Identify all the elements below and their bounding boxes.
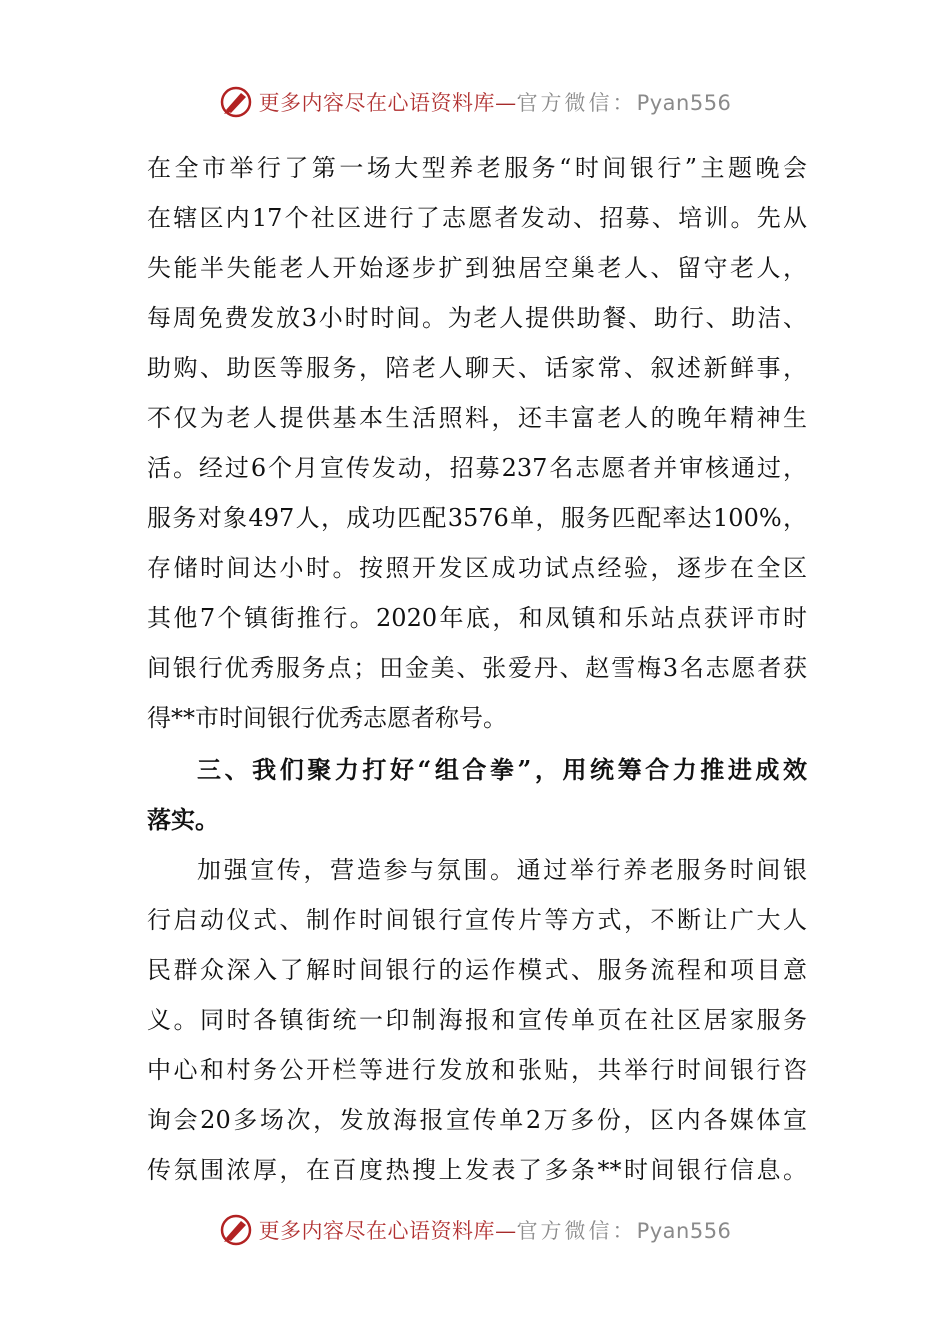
body-line: 每周免费发放3小时时间。为老人提供助餐、助行、助洁、 xyxy=(147,304,807,332)
body-line: 得**市时间银行优秀志愿者称号。 xyxy=(147,704,507,732)
watermark-site: 更多内容尽在心语资料库 xyxy=(258,1219,496,1243)
pen-nib-circle-icon xyxy=(219,85,253,119)
watermark-text xyxy=(259,1215,732,1245)
body-line: 活。经过6个月宣传发动，招募237名志愿者并审核通过， xyxy=(147,454,807,482)
watermark-banner-top xyxy=(0,80,950,124)
watermark-wechat-label: 官方微信： xyxy=(516,91,637,115)
body-line: 传氛围浓厚，在百度热搜上发表了多条**时间银行信息。 xyxy=(147,1156,807,1184)
body-line: 义。同时各镇街统一印制海报和宣传单页在社区居家服务 xyxy=(147,1006,807,1034)
body-line: 存储时间达小时。按照开发区成功试点经验，逐步在全区 xyxy=(147,554,807,582)
body-line: 加强宣传，营造参与氛围。通过举行养老服务时间银 xyxy=(197,856,807,884)
watermark-wechat-label: 官方微信： xyxy=(516,1219,637,1243)
body-line: 行启动仪式、制作时间银行宣传片等方式，不断让广大人 xyxy=(147,906,807,934)
body-line: 失能半失能老人开始逐步扩到独居空巢老人、留守老人， xyxy=(147,254,807,282)
body-line: 助购、助医等服务，陪老人聊天、话家常、叙述新鲜事， xyxy=(147,354,807,382)
body-line: 在全市举行了第一场大型养老服务“时间银行”主题晚会 xyxy=(147,154,807,182)
body-line: 在辖区内17个社区进行了志愿者发动、招募、培训。先从 xyxy=(147,204,807,232)
section-heading: 落实。 xyxy=(147,805,219,834)
pen-nib-circle-icon xyxy=(219,1213,253,1247)
watermark-site: 更多内容尽在心语资料库 xyxy=(258,91,496,115)
body-line: 间银行优秀服务点；田金美、张爱丹、赵雪梅3名志愿者获 xyxy=(147,654,807,682)
watermark-text xyxy=(259,87,732,117)
body-line: 服务对象497人，成功匹配3576单，服务匹配率达100%， xyxy=(147,504,807,532)
body-line: 其他7个镇街推行。2020年底，和凤镇和乐站点获评市时 xyxy=(147,604,807,632)
section-heading: 三、我们聚力打好“组合拳”，用统筹合力推进成效 xyxy=(197,755,807,784)
watermark-dash: — xyxy=(495,91,517,115)
watermark-dash: — xyxy=(495,1219,517,1243)
watermark-wechat-id: Pyan556 xyxy=(636,1219,732,1243)
body-line: 不仅为老人提供基本生活照料，还丰富老人的晚年精神生 xyxy=(147,404,807,432)
watermark-wechat-id: Pyan556 xyxy=(636,91,732,115)
body-line: 民群众深入了解时间银行的运作模式、服务流程和项目意 xyxy=(147,956,807,984)
body-line: 中心和村务公开栏等进行发放和张贴，共举行时间银行咨 xyxy=(147,1056,807,1084)
watermark-banner-bottom xyxy=(0,1208,950,1252)
body-line: 询会20多场次，发放海报宣传单2万多份，区内各媒体宣 xyxy=(147,1106,807,1134)
